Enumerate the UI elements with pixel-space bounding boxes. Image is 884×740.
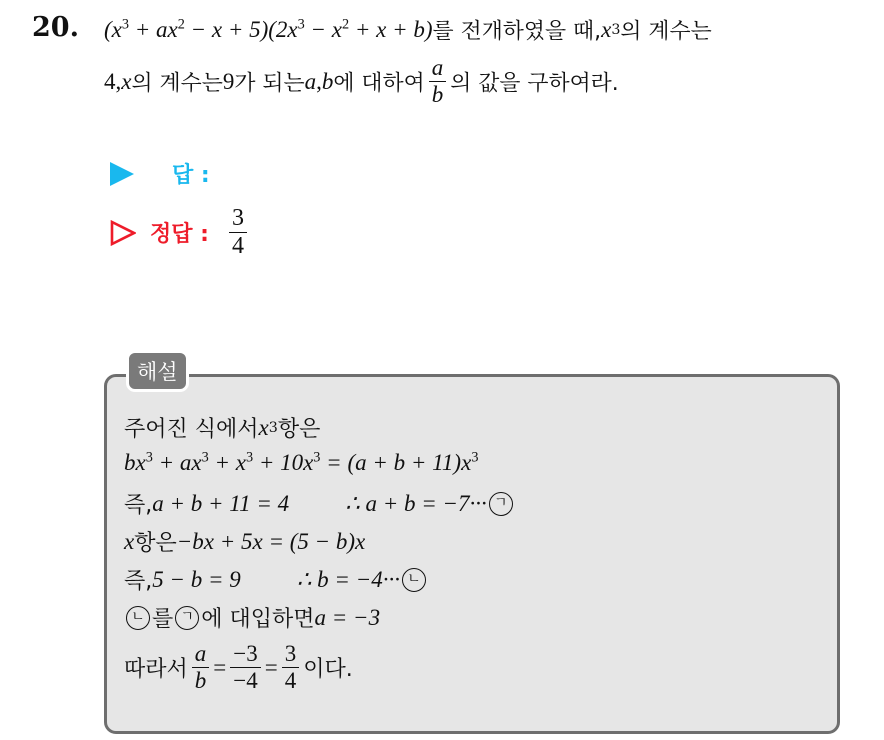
fraction-denominator: b bbox=[431, 82, 444, 108]
separator: , bbox=[115, 68, 122, 94]
question-text: 의 값을 구하여라. bbox=[450, 71, 619, 97]
fraction-numerator: a bbox=[194, 641, 207, 666]
variable-x: x bbox=[601, 16, 612, 42]
fraction-3-over-4 bbox=[282, 642, 300, 693]
correct-answer-row bbox=[110, 206, 251, 259]
solution-equation: a + b + 11 = 4 bbox=[152, 490, 290, 516]
circled-nieun-mark: ㄴ bbox=[126, 606, 150, 630]
solution-equation: a = −3 bbox=[314, 604, 381, 630]
fraction-numerator: −3 bbox=[233, 641, 258, 666]
play-triangle-icon bbox=[110, 162, 134, 186]
solution-equation: −bx + 5x = (5 − b)x bbox=[176, 528, 366, 554]
variable-x: x bbox=[121, 68, 132, 94]
question-line-1: $(x^3 + ax^2 - x + 5)(2x^3 - x^2 + x + b)$ 를 전개하였을 때, x 3 의 계수는 bbox=[104, 15, 712, 44]
correct-answer-fraction bbox=[229, 206, 247, 259]
solution-line-2 bbox=[124, 450, 478, 476]
fraction-a-over-b bbox=[192, 642, 210, 693]
solution-text: 따라서 bbox=[124, 657, 188, 683]
question-text: 의 계수는 bbox=[131, 71, 223, 97]
fraction-numerator: a bbox=[431, 55, 444, 80]
fraction-denominator: −4 bbox=[230, 667, 260, 693]
number-9: 9 bbox=[222, 68, 235, 94]
fraction-denominator: 4 bbox=[229, 232, 247, 259]
circled-nieun-mark: ㄴ bbox=[402, 568, 426, 592]
solution-equation: ∴ a + b = −7··· bbox=[345, 490, 487, 516]
variable-b: b bbox=[321, 68, 334, 94]
answer-row bbox=[110, 158, 210, 189]
solution-line-1: 주어진 식에서 x 3 항은 bbox=[124, 412, 320, 443]
expr-part: $(x^3 + ax^2 - x + 5)(2x^3 - x^2 + x + b)$ bbox=[104, 15, 433, 42]
question-line-2 bbox=[104, 56, 619, 107]
solution-line-4 bbox=[124, 526, 365, 557]
number-4: 4 bbox=[104, 68, 116, 94]
solution-text: 즉, bbox=[124, 493, 153, 518]
solution-equation: $bx^3 + ax^3 + x^3 + 10x^3 = (a + b + 11)x^3$ bbox=[124, 449, 479, 475]
fraction-numerator: 3 bbox=[231, 205, 244, 231]
circled-giyeok-mark: ㄱ bbox=[489, 492, 513, 516]
equals-sign: = bbox=[264, 654, 278, 680]
solution-line-5 bbox=[124, 564, 428, 595]
solution-equation: 5 − b = 9 bbox=[152, 566, 241, 592]
solution-line-3 bbox=[124, 488, 515, 519]
answer-label: 답 : bbox=[172, 163, 210, 188]
fraction-neg3-over-neg4 bbox=[230, 642, 260, 693]
solution-line-7 bbox=[124, 642, 353, 693]
outline-triangle-icon bbox=[110, 220, 136, 246]
solution-text: 를 bbox=[152, 607, 174, 632]
question-text: 가 되는 bbox=[234, 71, 305, 97]
solution-line-6 bbox=[124, 602, 380, 633]
solution-text: 즉, bbox=[124, 569, 153, 594]
correct-answer-label: 정답 : bbox=[150, 222, 209, 248]
fraction-denominator: b bbox=[194, 668, 207, 694]
variable-a: a bbox=[304, 68, 317, 94]
solution-equation: ∴ b = −4··· bbox=[296, 566, 400, 592]
solution-text: 에 대입하면 bbox=[201, 607, 315, 632]
fraction-numerator: 3 bbox=[284, 641, 297, 666]
problem-number: 20. bbox=[32, 12, 79, 43]
solution-text: 항은 bbox=[277, 417, 321, 442]
separator: , bbox=[316, 68, 322, 94]
question-text: 에 대하여 bbox=[333, 71, 425, 97]
solution-tab: 해설 bbox=[126, 350, 189, 392]
circled-giyeok-mark: ㄱ bbox=[175, 606, 199, 630]
variable-x: x bbox=[124, 528, 135, 554]
solution-text: 이다. bbox=[303, 657, 353, 683]
fraction-denominator: 4 bbox=[282, 667, 300, 693]
question-text: 를 전개하였을 때, bbox=[432, 19, 602, 44]
equals-sign: = bbox=[213, 654, 227, 680]
solution-text: 주어진 식에서 bbox=[124, 417, 259, 442]
solution-text: 항은 bbox=[134, 531, 177, 556]
variable-x: x bbox=[258, 414, 269, 440]
question-text: 의 계수는 bbox=[620, 19, 712, 44]
fraction-a-over-b bbox=[429, 56, 447, 107]
